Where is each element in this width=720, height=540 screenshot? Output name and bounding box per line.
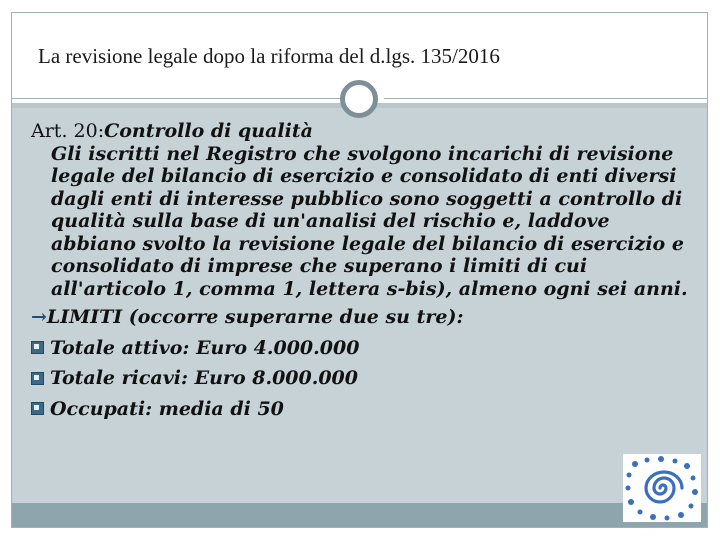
footer-band <box>12 503 707 527</box>
spiral-logo-icon <box>623 454 701 522</box>
list-item <box>31 367 691 390</box>
ring-icon <box>340 80 378 118</box>
list-item <box>31 398 691 421</box>
slide-title: La revisione legale dopo la riforma del d.lgs. 135/2016 <box>38 44 500 68</box>
bullet-text: Occupati: media di 50 <box>50 397 284 420</box>
article-paragraph: Gli iscritti nel Registro che svolgono incarichi di revisione legale del bilancio di esercizio e consolidato di enti diversi dagli enti di interesse pubblico sono soggetti a controllo di qualità sulla base di un'analisi del rischio e, laddove abbiano svolto la revisione legale del bilancio di esercizio e consolidato di imprese che superano i limiti di cui all'articolo 1, comma 1, lettera s-bis), almeno ogni sei anni. <box>51 142 688 300</box>
article-title: Controllo di qualità <box>104 120 313 142</box>
square-bullet-icon <box>31 341 44 354</box>
square-bullet-icon <box>31 372 44 385</box>
title-divider-right <box>384 98 707 99</box>
limiti-line <box>31 306 691 329</box>
square-bullet-icon <box>31 402 44 415</box>
article-heading <box>31 120 691 143</box>
list-item <box>31 337 691 360</box>
bullet-text: Totale ricavi: Euro 8.000.000 <box>50 367 358 389</box>
article-number: Art. 20: <box>31 120 105 142</box>
bullet-text: Totale attivo: Euro 4.000.000 <box>50 336 360 359</box>
limiti-text: LIMITI (occorre superarne due su tre): <box>46 306 464 328</box>
slide-body <box>31 120 691 420</box>
title-divider-left <box>12 98 352 99</box>
arrow-icon: → <box>31 306 47 328</box>
